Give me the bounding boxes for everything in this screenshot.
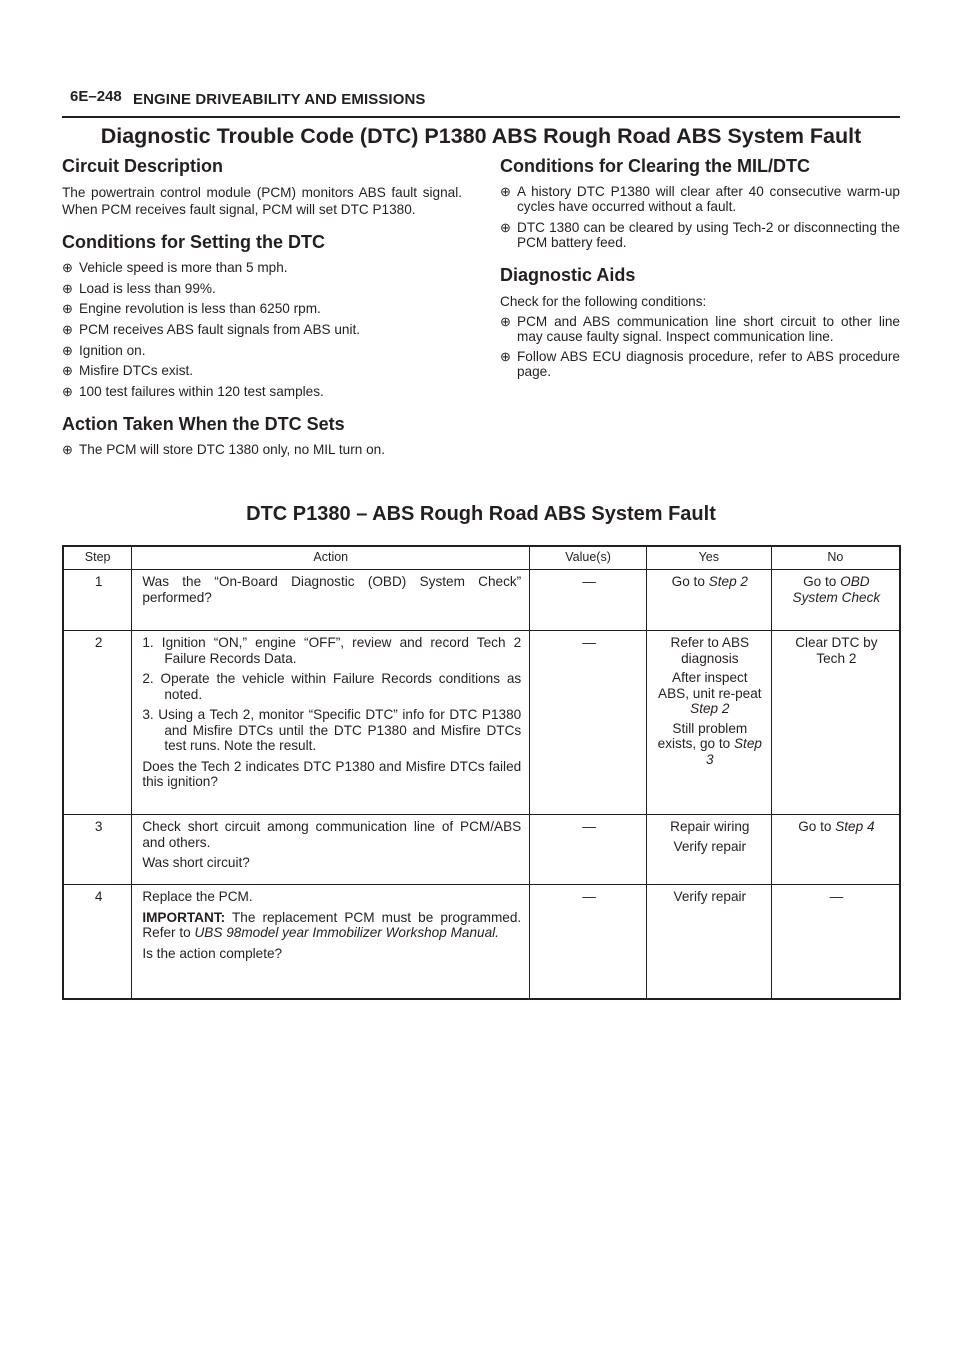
page-title: Diagnostic Trouble Code (DTC) P1380 ABS Rough Road ABS System Fault	[100, 124, 862, 148]
list-item: ⊕ Misfire DTCs exist.	[62, 363, 194, 379]
action-cell: Replace the PCM. IMPORTANT: The replacement PCM must be programmed. Refer to UBS 98model year Immobilizer Workshop Manual. Is the action complete?	[132, 885, 530, 999]
value-cell: —	[530, 815, 647, 885]
left-column	[62, 154, 462, 470]
bullet-icon: ⊕	[62, 342, 73, 358]
manual-reference: UBS 98model year Immobilizer Workshop Manual.	[194, 925, 499, 940]
bullet-icon: ⊕	[62, 363, 73, 379]
conditions-clearing-list	[500, 184, 900, 250]
header-rule	[62, 116, 900, 118]
action-cell: 1. Ignition “ON,” engine “OFF”, review and record Tech 2 Failure Records Data. 2. Operate the vehicle within Failure Records conditions as noted. 3. Using a Tech 2, monitor “Specific DTC” info for DTC P1380 and Misfire DTCs until the DTC P1380 and Misfire DTCs test runs. Note the result. Does the Tech 2 indicates DTC P1380 and Misfire DTCs failed this ignition?	[132, 631, 530, 815]
bullet-icon: ⊕	[500, 219, 511, 235]
bullet-icon: ⊕	[500, 349, 511, 365]
list-item: ⊕ Load is less than 99%.	[62, 280, 216, 296]
diagnostic-aids-intro: Check for the following conditions:	[500, 293, 707, 309]
table-row	[63, 885, 900, 999]
step-link[interactable]: Step 2	[690, 701, 730, 716]
value-cell: —	[530, 631, 647, 815]
bullet-icon: ⊕	[62, 384, 73, 400]
list-item: ⊕ Follow ABS ECU diagnosis procedure, refer to ABS procedure page.	[500, 349, 900, 380]
section-title: ENGINE DRIVEABILITY AND EMISSIONS	[133, 91, 426, 108]
list-item: ⊕ Ignition on.	[62, 342, 146, 358]
right-column	[500, 154, 900, 392]
obd-check-link[interactable]: OBD System Check	[792, 574, 881, 605]
list-item: ⊕ The PCM will store DTC 1380 only, no MIL turn on.	[62, 442, 385, 458]
column-header-no: No	[771, 546, 900, 570]
conditions-setting-heading: Conditions for Setting the DTC	[62, 232, 325, 252]
yes-cell: Go to Step 2	[646, 570, 771, 631]
yes-cell: Repair wiring Verify repair	[646, 815, 771, 885]
dtc-table	[62, 545, 901, 1000]
step-link[interactable]: Step 2	[708, 574, 748, 589]
bullet-icon: ⊕	[500, 313, 511, 329]
conditions-clearing-heading: Conditions for Clearing the MIL/DTC	[500, 156, 810, 176]
list-item: ⊕ PCM and ABS communication line short circuit to other line may cause faulty signal. Inspect communication line.	[500, 313, 900, 344]
action-taken-heading: Action Taken When the DTC Sets	[62, 414, 345, 435]
column-header-yes: Yes	[646, 546, 771, 570]
circuit-description-heading: Circuit Description	[62, 156, 224, 176]
list-item: ⊕ DTC 1380 can be cleared by using Tech-2 or disconnecting the PCM battery feed.	[500, 219, 900, 250]
yes-cell: Verify repair	[646, 885, 771, 999]
bullet-icon: ⊕	[500, 184, 511, 199]
bullet-icon: ⊕	[62, 322, 73, 338]
circuit-description-text: The powertrain control module (PCM) monitors ABS fault signal. When PCM receives fault signal, PCM will set DTC P1380.	[62, 185, 462, 217]
value-cell: —	[530, 570, 647, 631]
step-link[interactable]: Step 4	[835, 819, 875, 834]
column-header-action: Action	[132, 546, 530, 570]
column-header-values: Value(s)	[530, 546, 647, 570]
table-row	[63, 631, 900, 815]
conditions-setting-list	[62, 260, 462, 399]
bullet-icon: ⊕	[62, 301, 73, 317]
no-cell: —	[771, 885, 900, 999]
list-item: ⊕ A history DTC P1380 will clear after 40 consecutive warm-up cycles have occurred without a fault.	[500, 184, 900, 214]
list-item: ⊕ 100 test failures within 120 test samples.	[62, 384, 324, 400]
step-link[interactable]: Step 3	[706, 736, 762, 767]
table-title: DTC P1380 – ABS Rough Road ABS System Fault	[246, 503, 716, 525]
page-number: 6E–248	[70, 88, 122, 105]
list-item: ⊕ PCM receives ABS fault signals from ABS unit.	[62, 322, 361, 338]
no-cell: Go to OBD System Check	[771, 570, 900, 631]
bullet-icon: ⊕	[62, 280, 73, 296]
bullet-icon: ⊕	[62, 260, 73, 275]
step-number: 4	[63, 885, 132, 999]
yes-cell: Refer to ABS diagnosis After inspect ABS, unit re-peat Step 2 Still problem exists, go to Step 3	[646, 631, 771, 815]
list-item: ⊕ Engine revolution is less than 6250 rpm.	[62, 301, 321, 317]
step-number: 3	[63, 815, 132, 885]
step-number: 2	[63, 631, 132, 815]
diagnostic-aids-list	[500, 314, 900, 380]
bullet-icon: ⊕	[62, 442, 73, 458]
action-cell: Was the “On-Board Diagnostic (OBD) System Check” performed?	[132, 570, 530, 631]
table-row	[63, 815, 900, 885]
action-taken-list	[62, 442, 462, 457]
list-item: ⊕ Vehicle speed is more than 5 mph.	[62, 260, 288, 275]
table-row	[63, 570, 900, 631]
step-number: 1	[63, 570, 132, 631]
value-cell: —	[530, 885, 647, 999]
important-label: IMPORTANT:	[142, 909, 226, 925]
no-cell: Go to Step 4	[771, 815, 900, 885]
no-cell: Clear DTC by Tech 2	[771, 631, 900, 815]
action-cell: Check short circuit among communication line of PCM/ABS and others. Was short circuit?	[132, 815, 530, 885]
column-header-step: Step	[63, 546, 132, 570]
table-header-row	[63, 546, 900, 570]
diagnostic-aids-heading: Diagnostic Aids	[500, 264, 636, 285]
